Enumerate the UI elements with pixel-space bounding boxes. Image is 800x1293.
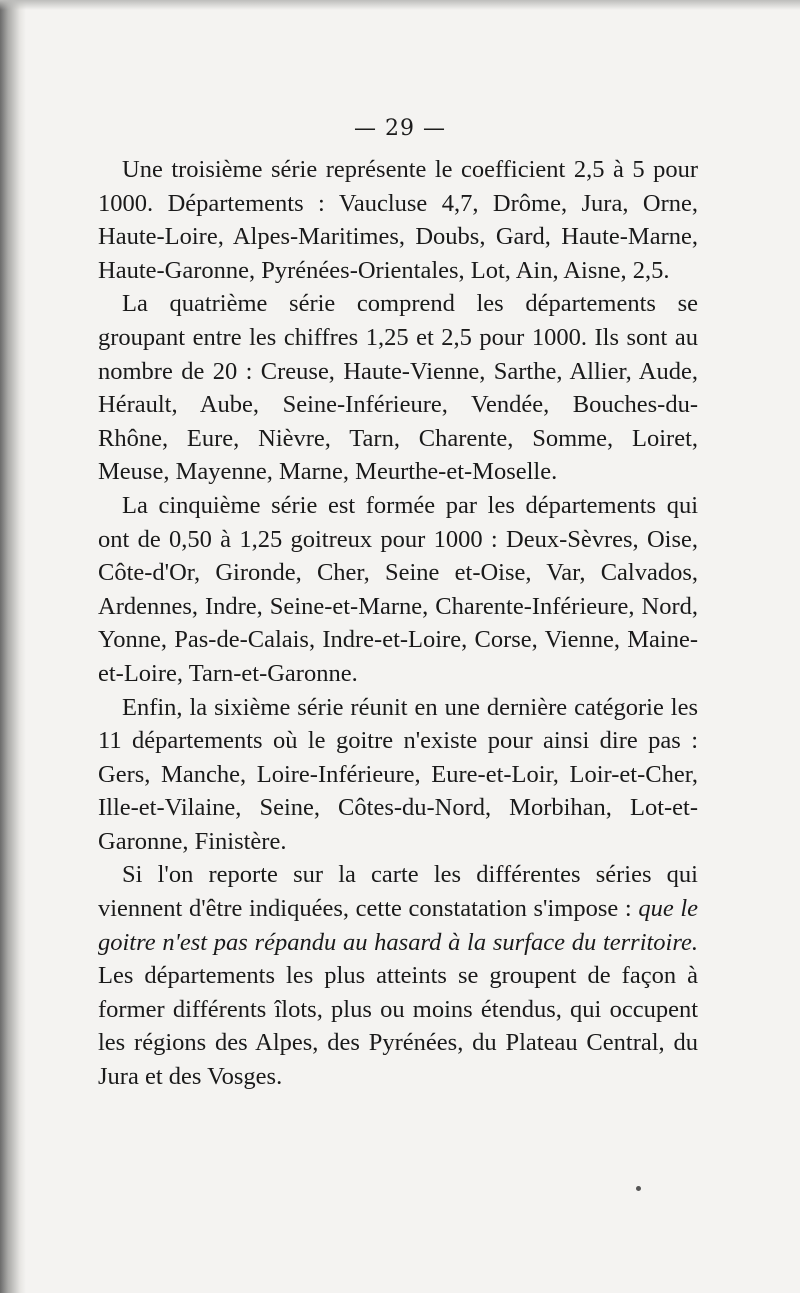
paragraph-fifth-series: La cinquième série est formée par les départements qui ont de 0,50 à 1,25 goitreux pour 1000 : Deux-Sèvres, Oise, Côte-d'Or, Gironde, Cher, Seine et-Oise, Var, Calvados, Ardennes, Indre, Seine-et-Marne, Charente-Inférieure, Nord, Yonne, Pas-de-Calais, Indre-et-Loire, Corse, Vienne, Maine-et-Loire, Tarn-et-Garonne. [98,491,698,687]
paragraph-conclusion [98,858,698,1093]
conclusion-italic-statement: que le goitre n'est pas répandu au hasard à la surface du territoire. [98,895,698,956]
body-text [98,153,698,1094]
conclusion-text-start: Si l'on reporte sur la carte les différentes séries qui viennent d'être indiquées, cette constatation s'impose : [98,861,698,923]
conclusion-text-end: Les départements les plus atteints se groupent de façon à former différents îlots, plus ou moins étendus, qui occupent les régions des Alpes, des Pyrénées, du Plateau Central, du Jura et des Vosges. [98,962,698,1091]
page-number: — 29 — [354,116,446,141]
ink-speck [636,1186,641,1191]
paragraph-sixth-series: Enfin, la sixième série réunit en une dernière catégorie les 11 départements où le goitre n'existe pour ainsi dire pas : Gers, Manche, Loire-Inférieure, Eure-et-Loir, Loir-et-Cher, Ille-et-Vilaine, Seine, Côtes-du-Nord, Morbihan, Lot-et-Garonne, Finistère. [98,693,698,855]
paragraph-fourth-series: La quatrième série comprend les départements se groupant entre les chiffres 1,25 et 2,5 pour 1000. Ils sont au nombre de 20 : Creuse, Haute-Vienne, Sarthe, Allier, Aude, Hérault, Aube, Seine-Inférieure, Vendée, Bouches-du-Rhône, Eure, Nièvre, Tarn, Charente, Somme, Loiret, Meuse, Mayenne, Marne, Meurthe-et-Moselle. [98,290,698,486]
paragraph-third-series: Une troisième série représente le coefficient 2,5 à 5 pour 1000. Départements : Vaucluse 4,7, Drôme, Jura, Orne, Haute-Loire, Alpes-Maritimes, Doubs, Gard, Haute-Marne, Haute-Garonne, Pyrénées-Orientales, Lot, Ain, Aisne, 2,5. [98,156,698,284]
